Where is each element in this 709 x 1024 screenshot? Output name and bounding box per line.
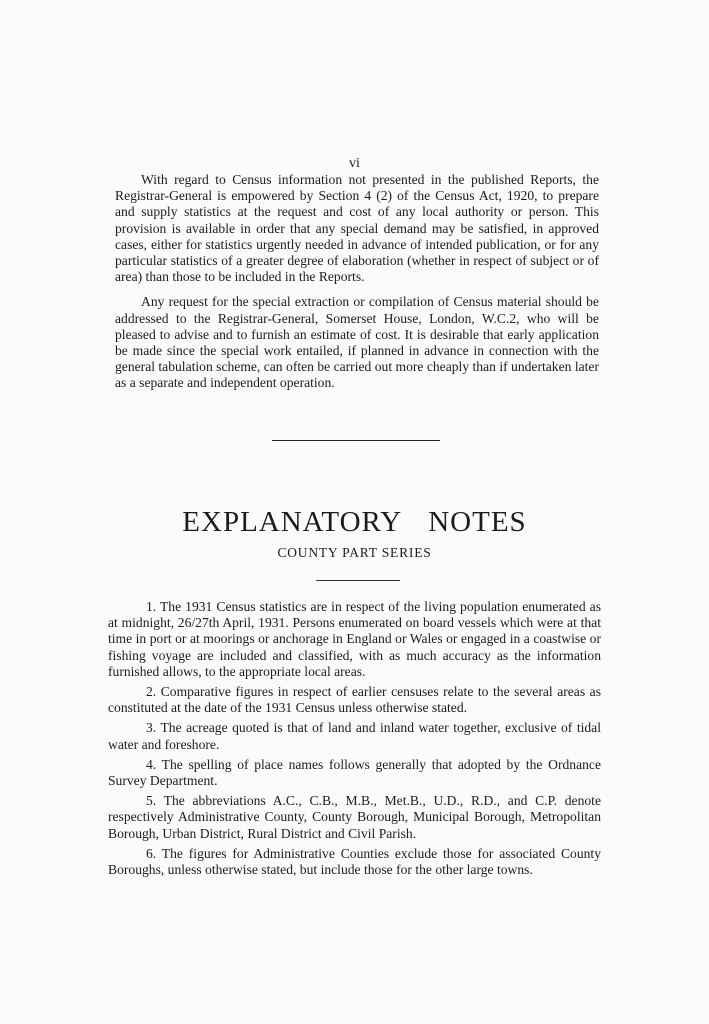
note-item: 3. The acreage quoted is that of land and inland water together, exclusive of tidal water and foreshore. [108, 720, 601, 752]
page-title [0, 506, 709, 539]
subtitle: COUNTY PART SERIES [277, 545, 432, 560]
note-item: 1. The 1931 Census statistics are in respect of the living population enumerated as at midnight, 26/27th April, 1931. Persons enumerated on board vessels which were at that time in port or at moorings or anchorage in England or Wales or engaged in a coastwise or fishing voyage are included and classified, with as much accuracy as the information furnished allows, to the appropriate local areas. [108, 599, 601, 679]
note-item: 2. Comparative figures in respect of earlier censuses relate to the several areas as constituted at the date of the 1931 Census unless otherwise stated. [108, 684, 601, 716]
intro-paragraph: Any request for the special extraction or compilation of Census material should be addressed to the Registrar-General, Somerset House, London, W.C.2, who will be pleased to advise and to furnish an estimate of cost. It is desirable that early application be made since the special work entailed, if planned in advance in connection with the general tabulation scheme, can often be carried out more cheaply than if undertaken later as a separate and independent operation. [115, 294, 599, 391]
note-item: 4. The spelling of place names follows generally that adopted by the Ordnance Survey Department. [108, 756, 601, 789]
title-word: EXPLANATORY [182, 506, 403, 538]
page-number: vi [349, 156, 360, 171]
note-item: 6. The figures for Administrative Counties exclude those for associated County Boroughs, unless otherwise stated, but include those for the other large towns. [108, 845, 601, 878]
title-word: NOTES [428, 506, 527, 538]
note-item: 5. The abbreviations A.C., C.B., M.B., Met.B., U.D., R.D., and C.P. denote respectively Administrative County, County Borough, Municipal Borough, Metropolitan Borough, Urban District, Rural District and Civil Parish. [108, 793, 601, 841]
title-divider [316, 580, 400, 581]
intro-paragraph: With regard to Census information not presented in the published Reports, the Registrar-General is empowered by Section 4 (2) of the Census Act, 1920, to prepare and supply statistics at the request and cost of any local authority or person. This provision is available in order that any special demand may be satisfied, in approved cases, either for statistics urgently needed in advance of intended publication, or for any particular statistics of a greater degree of elaboration (whether in respect of subject or of area) than those to be included in the Reports. [115, 172, 599, 285]
intro-section [115, 172, 599, 401]
section-divider [272, 440, 440, 441]
notes-list [108, 599, 601, 882]
